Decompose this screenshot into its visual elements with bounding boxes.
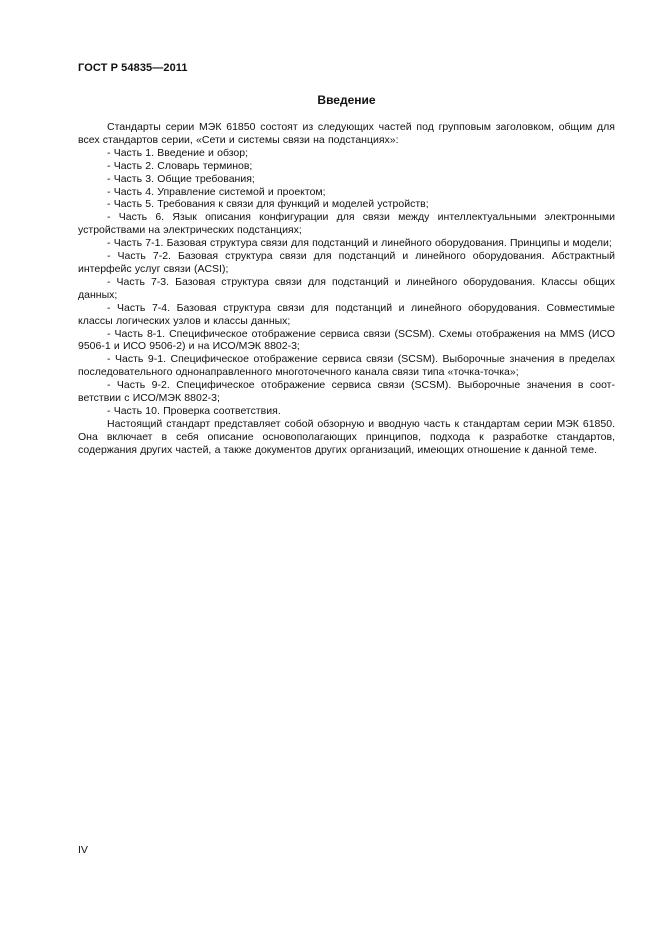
page-number: IV — [78, 844, 88, 856]
closing-paragraph: Настоящий стандарт представляет собой обзорную и вводную часть к стандартам серии МЭК 61850. Она включает в себя описание основополагающих принципов, подхода к разработке стандартов, содержания других частей, а также документов других организаций, имеющих отношение к данной теме. — [78, 417, 615, 456]
list-item-part-8-1: - Часть 8-1. Специфическое отображение сервиса связи (SCSM). Схемы отображения на MMS (ИСО 9506-1 и ИСО 9506-2) и на ИСО/МЭК 8802-3; — [78, 327, 615, 353]
list-item-part-5: - Часть 5. Требования к связи для функций и моделей устройств; — [107, 198, 429, 211]
intro-paragraph: Стандарты серии МЭК 61850 состоят из следующих частей под групповым заголовком, общим для всех стандартов серии, «Сети и системы связи на подстанциях»: — [78, 121, 615, 146]
document-code: ГОСТ Р 54835—2011 — [78, 62, 188, 74]
body-text — [78, 121, 615, 457]
list-item-part-7-1: - Часть 7-1. Базовая структура связи для подстанций и линейного оборудования. Принципы и модели; — [107, 237, 612, 250]
list-item-part-9-1: - Часть 9-1. Специфическое отображение сервиса связи (SCSM). Выборочные значения в пределах последовательного однонаправленного многоточечного канала связи типа «точка-точка»; — [78, 353, 615, 379]
list-item-part-7-3: - Часть 7-3. Базовая структура связи для подстанций и линейного оборудования. Классы общих данных; — [78, 275, 615, 301]
section-title: Введение — [317, 93, 376, 107]
list-item-part-2: - Часть 2. Словарь терминов; — [107, 159, 253, 172]
list-item-part-9-2: - Часть 9-2. Специфическое отображение сервиса связи (SCSM). Выборочные значения в соответствии с ИСО/МЭК 8802-3; — [78, 379, 615, 405]
list-item-part-6: - Часть 6. Язык описания конфигурации для связи между интеллектуальными электронными устройствами на электрических подстанциях; — [78, 211, 615, 237]
list-item-part-10: - Часть 10. Проверка соответствия. — [107, 404, 281, 417]
list-item-part-4: - Часть 4. Управление системой и проектом; — [107, 185, 326, 198]
list-item-part-1: - Часть 1. Введение и обзор; — [107, 146, 249, 159]
list-item-part-7-4: - Часть 7-4. Базовая структура связи для подстанций и линейного оборудования. Совместимые классы логических узлов и классы данных; — [78, 301, 615, 327]
list-item-part-3: - Часть 3. Общие требования; — [107, 172, 255, 185]
list-item-part-7-2: - Часть 7-2. Базовая структура связи для подстанций и линейного оборудования. Абстрактный интерфейс услуг связи (ACSI); — [78, 250, 615, 275]
